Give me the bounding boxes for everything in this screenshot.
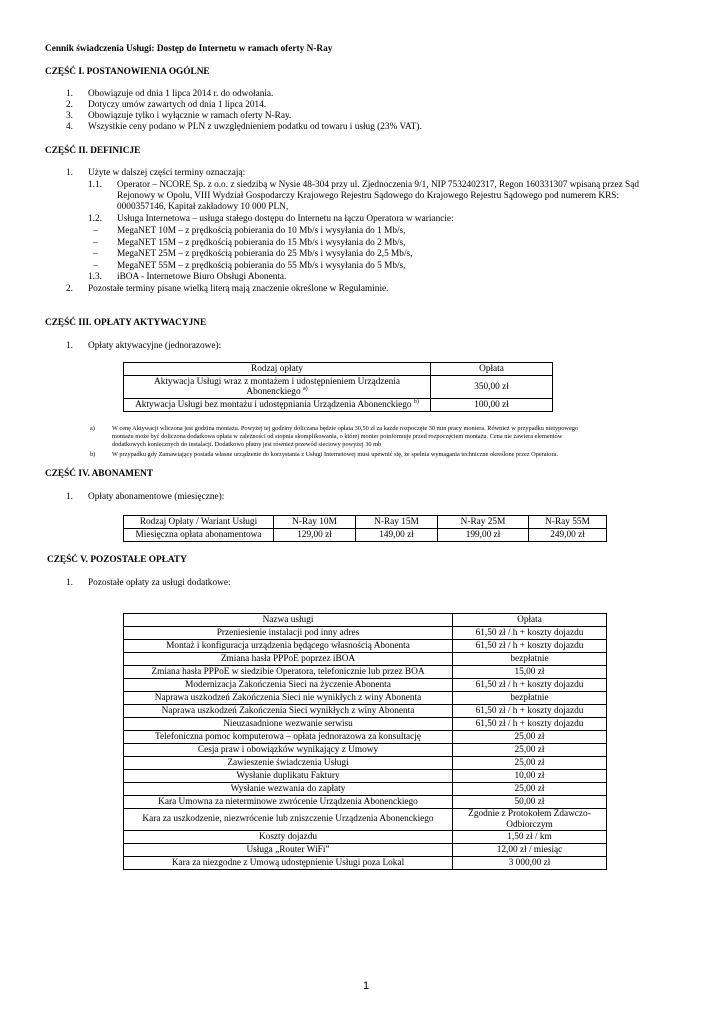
table-row [124, 831, 607, 844]
s2-item-1-3-text: iBOA - Internetowe Biuro Obsługi Abonenta. [117, 272, 287, 282]
s1-item-1-num: 1. [66, 89, 73, 99]
table-row [124, 399, 553, 412]
table-row [124, 653, 607, 666]
service-fee-cell: 25,00 zł [453, 757, 607, 770]
variant-dash: – [93, 249, 98, 259]
service-name-cell: Wysłanie wezwania do zapłaty [124, 783, 453, 796]
service-name-cell: Telefoniczna pomoc komputerowa – opłata jednorazowa za konsultację [124, 731, 453, 744]
footnote-ref-b: b) [413, 398, 419, 405]
document-title: Cennik świadczenia Usługi: Dostęp do Internetu w ramach oferty N-Ray [45, 44, 333, 54]
activation-without-install-cell [124, 399, 431, 412]
table-header-cell: Rodzaj Opłaty / Wariant Usługi [124, 516, 274, 529]
table-cell: 249,00 zł [529, 529, 607, 542]
table-row [124, 809, 607, 831]
s2-item-1-1-line2: Rejonowy w Opolu, VIII Wydział Gospodarczy Krajowego Rejestru Sądowego do Krajowego Rejestru Sądowego pod numerem KRS: [117, 191, 620, 201]
service-name-cell: Naprawa uszkodzeń Zakończenia Sieci nie wynikłych z winy Abonenta [124, 692, 453, 705]
footnote-b-mark: b) [90, 451, 96, 458]
s5-intro-num: 1. [66, 578, 73, 588]
variant-dash: – [93, 238, 98, 248]
service-fee-cell: bezpłatnie [453, 653, 607, 666]
service-fee-cell: 25,00 zł [453, 731, 607, 744]
s3-intro-num: 1. [66, 341, 73, 351]
service-fee-cell: 61,50 zł / h + koszty dojazdu [453, 679, 607, 692]
table-row [124, 857, 607, 870]
service-name-cell: Wysłanie duplikatu Faktury [124, 770, 453, 783]
table-header-cell: N-Ray 25M [438, 516, 529, 529]
footnote-a-mark: a) [90, 425, 95, 432]
activation-with-install-line2: Abonenckiego [246, 387, 301, 397]
s2-item-2-num: 2. [66, 284, 73, 294]
subscription-table [123, 515, 607, 542]
service-name-cell: Przeniesienie instalacji pod inny adres [124, 627, 453, 640]
s4-intro-text: Opłaty abonamentowe (miesięczne): [88, 492, 225, 502]
table-header-row [124, 516, 607, 529]
variant-10m: MegaNET 10M – z prędkością pobierania do 10 Mb/s i wysyłania do 1 Mb/s, [117, 226, 406, 236]
table-row [124, 718, 607, 731]
s4-intro-num: 1. [66, 492, 73, 502]
table-cell: Miesięczna opłata abonamentowa [124, 529, 274, 542]
table-header-cell: Rodzaj opłaty [124, 363, 431, 376]
table-row [124, 770, 607, 783]
table-row [124, 627, 607, 640]
table-row [124, 666, 607, 679]
table-row [124, 376, 553, 399]
activation-with-install-cell [124, 376, 431, 399]
service-fee-cell: 61,50 zł / h + koszty dojazdu [453, 718, 607, 731]
s1-item-2-num: 2. [66, 100, 73, 110]
service-fee-cell: 10,00 zł [453, 770, 607, 783]
section-2-heading: CZĘŚĆ II. DEFINICJE [45, 146, 141, 156]
activation-with-install-line1: Aktywacja Usługi wraz z montażem i udostępnieniem Urządzenia [153, 376, 401, 387]
table-row [124, 529, 607, 542]
activation-without-install-fee: 100,00 zł [431, 399, 553, 412]
s1-item-2-text: Dotyczy umów zawartych od dnia 1 lipca 2014. [88, 100, 267, 110]
footnote-a-line2: montażu może być doliczona dodatkowa opłata w zależności od stopnia skomplikowania, o której monter poinformuje przed rozpoczęciem montażu. Cena nie zawiera elementów [112, 432, 563, 440]
footnote-b: W przypadku gdy Zamawiający posiada własne urządzenie do korzystania z Usługi Internetowej musi upewnić się, że spełnia wymagania techniczne określone przez Operatora. [112, 451, 558, 458]
table-row [124, 692, 607, 705]
service-name-cell: Kara za uszkodzenie, niezwrócenie lub zniszczenie Urządzenia Abonenckiego [124, 809, 453, 831]
section-4-heading: CZĘŚĆ IV. ABONAMENT [45, 469, 154, 479]
activation-fees-table [123, 362, 553, 412]
s2-item-1-1-line1: Operator – NCORE Sp. z o.o. z siedzibą w Nysie 48-304 przy ul. Zjednoczenia 9/1, NIP 7532402317, Regon 160331307 wpisaną przez Sąd [117, 180, 639, 190]
table-cell: 149,00 zł [356, 529, 438, 542]
section-3-heading: CZĘŚĆ III. OPŁATY AKTYWACYJNE [45, 318, 207, 328]
table-header-row [124, 363, 553, 376]
table-row [124, 844, 607, 857]
service-fee-cell: 50,00 zł [453, 796, 607, 809]
variant-25m: MegaNET 25M – z prędkością pobierania do 25 Mb/s i wysyłania do 2,5 Mb/s, [117, 249, 413, 259]
table-row [124, 705, 607, 718]
service-name-cell: Naprawa uszkodzeń Zakończenia Sieci wynikłych z winy Abonenta [124, 705, 453, 718]
service-fee-cell: bezpłatnie [453, 692, 607, 705]
s2-item-1-1-num: 1.1. [88, 180, 102, 190]
service-fee-cell: 61,50 zł / h + koszty dojazdu [453, 705, 607, 718]
s2-item-1-num: 1. [66, 168, 73, 178]
other-fees-table [123, 613, 607, 870]
service-fee-cell: 12,00 zł / miesiąc [453, 844, 607, 857]
table-row [124, 757, 607, 770]
section-5-heading: CZĘŚĆ V. POZOSTAŁE OPŁATY [47, 555, 187, 565]
variant-15m: MegaNET 15M – z prędkością pobierania do 15 Mb/s i wysyłania do 2 Mb/s, [117, 238, 406, 248]
s1-item-4-num: 4. [66, 122, 73, 132]
table-cell: 129,00 zł [274, 529, 356, 542]
table-header-cell: Nazwa usługi [124, 614, 453, 627]
footnote-a-line3: dodatkowych koniecznych do instalacji. Dodatkowo płatny jest również przewód sieciowy powyżej 30 mb [112, 440, 382, 448]
service-fee-cell: 1,50 zł / km [453, 831, 607, 844]
service-fee-cell: 25,00 zł [453, 783, 607, 796]
service-name-cell: Modernizacja Zakończenia Sieci na życzenie Abonenta [124, 679, 453, 692]
service-name-cell: Montaż i konfiguracja urządzenia będącego własnością Abonenta [124, 640, 453, 653]
service-name-cell: Koszty dojazdu [124, 831, 453, 844]
page-number: 1 [363, 980, 370, 992]
activation-with-install-fee: 350,00 zł [431, 376, 553, 399]
variant-dash: – [93, 261, 98, 271]
service-fee-cell: 15,00 zł [453, 666, 607, 679]
s2-item-1-1-line3: 0000357146, Kapitał zakładowy 10 000 PLN, [117, 202, 289, 212]
service-fee-cell: 3 000,00 zł [453, 857, 607, 870]
table-row [124, 783, 607, 796]
s3-intro-text: Opłaty aktywacyjne (jednorazowe): [88, 341, 222, 351]
footnote-a-line1: W cenę Aktywacji wliczona jest godzina montażu. Powyżej tej godziny doliczana będzie opłata 30,50 zł za każde rozpoczęte 30 min pracy montera. Również w przypadku nietypowego [112, 425, 579, 432]
service-name-cell: Zawieszenie świadczenia Usługi [124, 757, 453, 770]
service-name-cell: Kara Umowna za nieterminowe zwrócenie Urządzenia Abonenckiego [124, 796, 453, 809]
s2-item-1-text: Użyte w dalszej części terminy oznaczają: [88, 168, 246, 178]
table-cell: 199,00 zł [438, 529, 529, 542]
table-row [124, 731, 607, 744]
footnote-ref-a: a) [302, 385, 308, 392]
table-header-cell: N-Ray 10M [274, 516, 356, 529]
service-name-cell: Zmiana hasła PPPoE poprzez iBOA [124, 653, 453, 666]
activation-without-install-label: Aktywacja Usługi bez montażu i udostępniania Urządzenia Abonenckiego [135, 399, 412, 410]
s1-item-3-text: Obowiązuje tylko i wyłącznie w ramach oferty N-Ray. [88, 111, 292, 121]
service-name-cell: Nieuzasadnione wezwanie serwisu [124, 718, 453, 731]
table-row [124, 679, 607, 692]
service-fee-cell: Zgodnie z Protokołem Zdawczo-Odbiorczym [453, 809, 607, 831]
table-row [124, 744, 607, 757]
service-fee-cell: 61,50 zł / h + koszty dojazdu [453, 640, 607, 653]
service-name-cell: Zmiana hasła PPPoE w siedzibie Operatora, telefonicznie lub przez BOA [124, 666, 453, 679]
table-header-cell: N-Ray 55M [529, 516, 607, 529]
s1-item-1-text: Obowiązuje od dnia 1 lipca 2014 r. do odwołania. [88, 89, 274, 99]
s2-item-2-text: Pozostałe terminy pisane wielką literą mają znaczenie określone w Regulaminie. [88, 284, 389, 294]
s2-item-1-2-num: 1.2. [88, 214, 102, 224]
s1-item-4-text: Wszystkie ceny podano w PLN z uwzględnieniem podatku od towaru i usług (23% VAT). [88, 122, 422, 132]
table-header-cell: Opłata [453, 614, 607, 627]
table-header-cell: N-Ray 15M [356, 516, 438, 529]
table-row [124, 640, 607, 653]
service-name-cell: Cesja praw i obowiązków wynikający z Umowy [124, 744, 453, 757]
service-fee-cell: 61,50 zł / h + koszty dojazdu [453, 627, 607, 640]
section-1-heading: CZĘŚĆ I. POSTANOWIENIA OGÓLNE [45, 67, 210, 77]
s2-item-1-2-text: Usługa Internetowa – usługa stałego dostępu do Internetu na łączu Operatora w wariancie: [117, 214, 454, 224]
service-name-cell: Kara za niezgodne z Umową udostępnienie Usługi poza Lokal [124, 857, 453, 870]
service-fee-cell: 25,00 zł [453, 744, 607, 757]
s5-intro-text: Pozostałe opłaty za usługi dodatkowe: [88, 578, 231, 588]
variant-55m: MegaNET 55M – z prędkością pobierania do 55 Mb/s i wysyłania do 5 Mb/s, [117, 261, 406, 271]
s2-item-1-3-num: 1.3. [88, 272, 102, 282]
service-name-cell: Usługa „Router WiFi” [124, 844, 453, 857]
table-header-cell: Opłata [431, 363, 553, 376]
variant-dash: – [93, 226, 98, 236]
footnote-a [112, 425, 578, 449]
table-header-row [124, 614, 607, 627]
s1-item-3-num: 3. [66, 111, 73, 121]
table-row [124, 796, 607, 809]
